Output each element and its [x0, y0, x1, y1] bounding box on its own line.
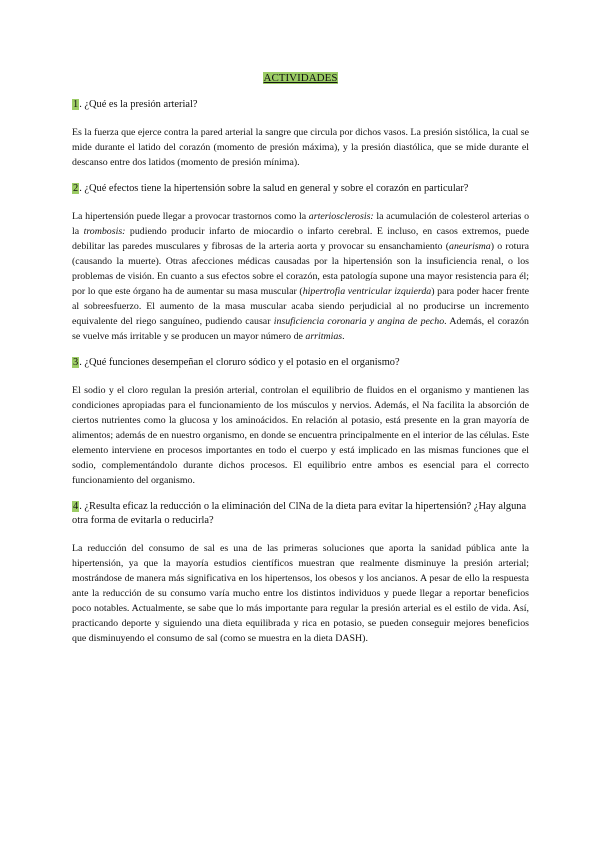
- question-1: [72, 98, 529, 112]
- question-number: 2: [73, 183, 79, 194]
- question-3: [72, 356, 529, 370]
- question-text: . ¿Qué es la presión arterial?: [79, 99, 198, 110]
- answer-2: La hipertensión puede llegar a provocar trastornos como la arteriosclerosis: la acumulación de colesterol arterias o la trombosis: pudiendo producir infarto de miocardio o infarto cerebral. E incluso, en casos extremos, puede debilitar las paredes musculares y fibrosas de la arteria aorta y provocar su ensanchamiento (aneurisma) o rotura (causando la muerte). Otras afecciones médicas causadas por la hipertensión son la insuficiencia renal, o los problemas de visión. En cuanto a sus efectos sobre el corazón, esta patología supone una mayor resistencia para él; por lo que este órgano ha de aumentar su masa muscular (hipertrofia ventricular izquierda) para poder hacer frente al sobreesfuerzo. El aumento de la masa muscular acaba siendo perjudicial al no producirse un incremento equivalente del riego sanguíneo, pudiendo causar insuficiencia coronaria y angina de pecho. Además, el corazón se vuelve más irritable y se producen un mayor número de arritmias.: [72, 211, 530, 342]
- term-insuficiencia: insuficiencia coronaria y angina de pecho: [273, 316, 445, 327]
- document-page: [72, 72, 529, 658]
- question-number: 3: [73, 357, 79, 368]
- term-hipertrofia: hipertrofia ventricular izquierda: [302, 286, 432, 297]
- question-text: . ¿Qué efectos tiene la hipertensión sobre la salud en general y sobre el corazón en particular?: [79, 183, 469, 194]
- answer-4: La reducción del consumo de sal es una de las primeras soluciones que aporta la sanidad pública ante la hipertensión, ya que la mayoría estudios científicos muestran que realmente disminuye la presión arterial; mostrándose de manera más significativa en los hipertensos, los obesos y los ancianos. A pesar de ello la respuesta ante la reducción de su consumo varía mucho entre los distintos individuos y puede llegar a reportar beneficios poco notables. Actualmente, se sabe que lo más importante para regular la presión arterial es el estilo de vida. Así, practicando deporte y siguiendo una dieta equilibrada y rica en potasio, se pueden conseguir mejores beneficios que disminuyendo el consumo de sal (como se muestra en la dieta DASH).: [72, 543, 529, 644]
- term-arritmias: arritmias: [305, 331, 343, 342]
- answer-1: Es la fuerza que ejerce contra la pared arterial la sangre que circula por dichos vasos. La presión sistólica, la cual se mide durante el latido del corazón (momento de presión máxima), y la presión diastólica, que se mide durante el descanso entre dos latidos (momento de presión mínima).: [72, 127, 529, 168]
- question-4: [72, 500, 529, 528]
- question-text: . ¿Qué funciones desempeñan el cloruro sódico y el potasio en el organismo?: [79, 357, 400, 368]
- question-2: [72, 182, 529, 196]
- question-number: 4: [73, 501, 79, 512]
- question-text: . ¿Resulta eficaz la reducción o la eliminación del ClNa de la dieta para evitar la hipertensión? ¿Hay alguna otra forma de evitarla o reducirla?: [72, 501, 527, 526]
- term-trombosis: trombosis:: [83, 226, 126, 237]
- term-aneurisma: aneurisma: [449, 241, 491, 252]
- question-number: 1: [73, 99, 79, 110]
- page-title: ACTIVIDADES: [263, 72, 338, 84]
- answer-3: El sodio y el cloro regulan la presión arterial, controlan el equilibrio de fluidos en el organismo y mantienen las condiciones apropiadas para el funcionamiento de los músculos y nervios. Además, el Na facilita la absorción de ciertos nutrientes como la glucosa y los aminoácidos. En relación al potasio, está presente en la gran mayoría de alimentos; además de en nuestro organismo, en donde se encuentra principalmente en el interior de las células. Este elemento interviene en procesos importantes en todo el cuerpo y está implicado en las mismas funciones que el sodio, complementándolo durante dichos procesos. El equilibrio entre ambos es esencial para el correcto funcionamiento del organismo.: [72, 385, 529, 486]
- term-arteriosclerosis: arteriosclerosis:: [308, 211, 374, 222]
